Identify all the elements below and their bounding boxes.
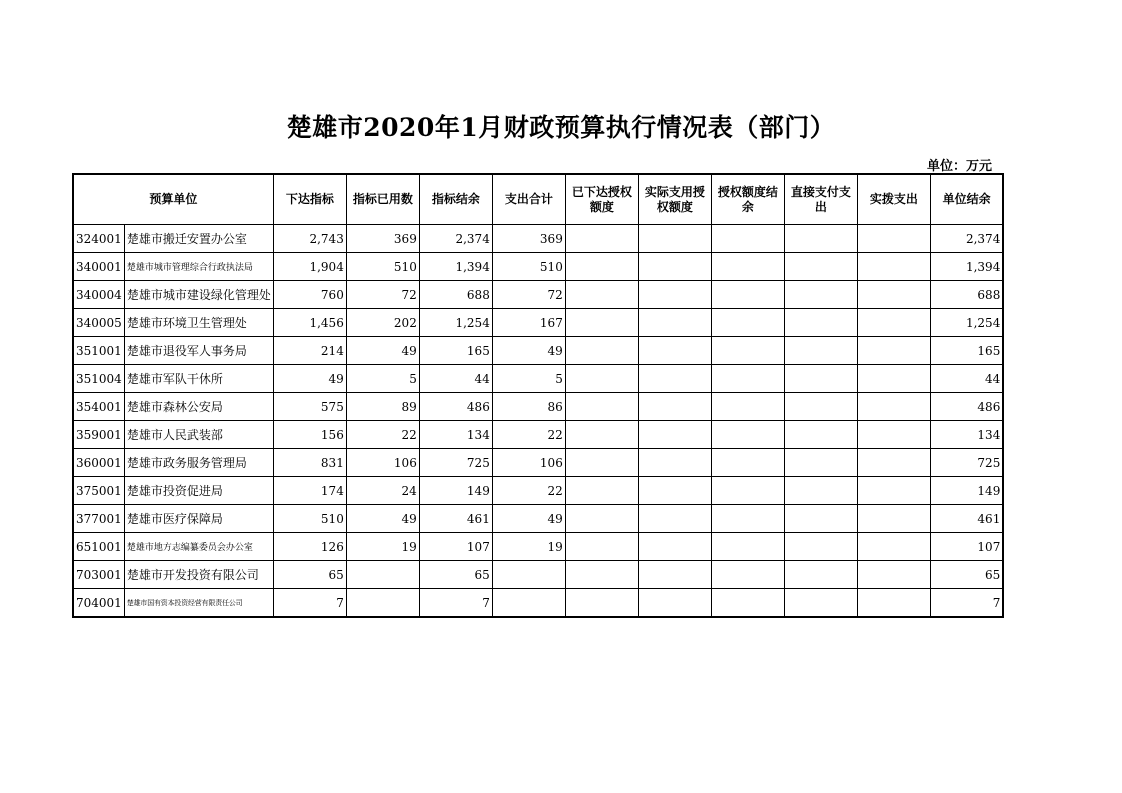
value-cell: 510 bbox=[492, 253, 565, 281]
value-cell bbox=[857, 253, 930, 281]
value-cell: 2,374 bbox=[419, 225, 492, 253]
column-header: 单位结余 bbox=[930, 174, 1003, 225]
value-cell bbox=[711, 449, 784, 477]
column-header: 下达指标 bbox=[273, 174, 346, 225]
value-cell: 49 bbox=[346, 337, 419, 365]
value-cell bbox=[638, 365, 711, 393]
unit-name-cell: 楚雄市退役军人事务局 bbox=[124, 337, 273, 365]
value-cell bbox=[857, 421, 930, 449]
value-cell bbox=[638, 393, 711, 421]
table-row bbox=[73, 225, 1003, 253]
unit-code-cell: 340001 bbox=[73, 253, 124, 281]
value-cell bbox=[857, 589, 930, 618]
value-cell: 214 bbox=[273, 337, 346, 365]
value-cell: 44 bbox=[930, 365, 1003, 393]
value-cell bbox=[565, 533, 638, 561]
unit-code-cell: 340004 bbox=[73, 281, 124, 309]
table-row bbox=[73, 561, 1003, 589]
unit-code-cell: 359001 bbox=[73, 421, 124, 449]
value-cell bbox=[784, 589, 857, 618]
value-cell bbox=[784, 225, 857, 253]
value-cell: 65 bbox=[419, 561, 492, 589]
unit-name-cell: 楚雄市投资促进局 bbox=[124, 477, 273, 505]
column-header: 指标结余 bbox=[419, 174, 492, 225]
value-cell: 2,743 bbox=[273, 225, 346, 253]
value-cell bbox=[857, 477, 930, 505]
value-cell: 22 bbox=[492, 477, 565, 505]
budget-table bbox=[72, 173, 1004, 618]
value-cell bbox=[638, 449, 711, 477]
value-cell: 107 bbox=[930, 533, 1003, 561]
value-cell: 22 bbox=[346, 421, 419, 449]
value-cell bbox=[857, 449, 930, 477]
value-cell bbox=[857, 393, 930, 421]
value-cell bbox=[565, 505, 638, 533]
value-cell bbox=[346, 589, 419, 618]
value-cell bbox=[784, 533, 857, 561]
unit-code-cell: 324001 bbox=[73, 225, 124, 253]
column-header: 预算单位 bbox=[73, 174, 273, 225]
unit-name-cell: 楚雄市国有资本投资经营有限责任公司 bbox=[124, 589, 273, 618]
unit-code-cell: 375001 bbox=[73, 477, 124, 505]
value-cell: 72 bbox=[346, 281, 419, 309]
value-cell bbox=[711, 561, 784, 589]
value-cell bbox=[857, 281, 930, 309]
table-row bbox=[73, 253, 1003, 281]
value-cell bbox=[784, 337, 857, 365]
unit-name-cell: 楚雄市地方志编纂委员会办公室 bbox=[124, 533, 273, 561]
value-cell: 461 bbox=[930, 505, 1003, 533]
unit-name-cell: 楚雄市军队干休所 bbox=[124, 365, 273, 393]
value-cell: 22 bbox=[492, 421, 565, 449]
value-cell bbox=[711, 309, 784, 337]
column-header: 支出合计 bbox=[492, 174, 565, 225]
unit-code-cell: 351001 bbox=[73, 337, 124, 365]
value-cell: 1,904 bbox=[273, 253, 346, 281]
value-cell: 831 bbox=[273, 449, 346, 477]
value-cell bbox=[638, 281, 711, 309]
value-cell bbox=[784, 477, 857, 505]
value-cell: 19 bbox=[492, 533, 565, 561]
value-cell: 167 bbox=[492, 309, 565, 337]
value-cell: 165 bbox=[419, 337, 492, 365]
unit-name-cell: 楚雄市人民武装部 bbox=[124, 421, 273, 449]
value-cell: 126 bbox=[273, 533, 346, 561]
value-cell: 89 bbox=[346, 393, 419, 421]
value-cell bbox=[638, 589, 711, 618]
value-cell: 575 bbox=[273, 393, 346, 421]
unit-code-cell: 340005 bbox=[73, 309, 124, 337]
table-row bbox=[73, 337, 1003, 365]
value-cell bbox=[784, 505, 857, 533]
column-header: 实拨支出 bbox=[857, 174, 930, 225]
value-cell bbox=[346, 561, 419, 589]
value-cell: 174 bbox=[273, 477, 346, 505]
unit-code-cell: 704001 bbox=[73, 589, 124, 618]
value-cell bbox=[638, 477, 711, 505]
value-cell: 72 bbox=[492, 281, 565, 309]
value-cell bbox=[638, 253, 711, 281]
column-header: 指标已用数 bbox=[346, 174, 419, 225]
value-cell bbox=[711, 337, 784, 365]
table-row bbox=[73, 393, 1003, 421]
value-cell bbox=[711, 505, 784, 533]
unit-label: 单位：万元 bbox=[926, 159, 992, 174]
value-cell bbox=[784, 393, 857, 421]
value-cell: 44 bbox=[419, 365, 492, 393]
value-cell: 1,394 bbox=[930, 253, 1003, 281]
value-cell bbox=[565, 449, 638, 477]
value-cell: 688 bbox=[419, 281, 492, 309]
value-cell: 2,374 bbox=[930, 225, 1003, 253]
unit-code-cell: 377001 bbox=[73, 505, 124, 533]
unit-name-cell: 楚雄市环境卫生管理处 bbox=[124, 309, 273, 337]
value-cell: 202 bbox=[346, 309, 419, 337]
table-row bbox=[73, 533, 1003, 561]
value-cell: 106 bbox=[492, 449, 565, 477]
unit-code-cell: 651001 bbox=[73, 533, 124, 561]
value-cell bbox=[638, 421, 711, 449]
table-row bbox=[73, 365, 1003, 393]
table-row bbox=[73, 505, 1003, 533]
page-title: 楚雄市2020年1月财政预算执行情况表（部门） bbox=[286, 113, 836, 142]
value-cell bbox=[711, 253, 784, 281]
table-row bbox=[73, 449, 1003, 477]
table-row bbox=[73, 309, 1003, 337]
value-cell bbox=[565, 281, 638, 309]
value-cell: 1,456 bbox=[273, 309, 346, 337]
value-cell: 7 bbox=[930, 589, 1003, 618]
value-cell: 165 bbox=[930, 337, 1003, 365]
value-cell: 1,394 bbox=[419, 253, 492, 281]
value-cell: 134 bbox=[419, 421, 492, 449]
value-cell: 688 bbox=[930, 281, 1003, 309]
value-cell: 86 bbox=[492, 393, 565, 421]
value-cell bbox=[711, 281, 784, 309]
value-cell: 156 bbox=[273, 421, 346, 449]
value-cell: 106 bbox=[346, 449, 419, 477]
value-cell bbox=[711, 393, 784, 421]
value-cell: 1,254 bbox=[419, 309, 492, 337]
value-cell bbox=[857, 337, 930, 365]
value-cell bbox=[857, 561, 930, 589]
value-cell: 369 bbox=[492, 225, 565, 253]
value-cell bbox=[784, 421, 857, 449]
value-cell: 5 bbox=[346, 365, 419, 393]
value-cell bbox=[565, 309, 638, 337]
unit-name-cell: 楚雄市城市管理综合行政执法局 bbox=[124, 253, 273, 281]
value-cell bbox=[784, 281, 857, 309]
unit-name-cell: 楚雄市政务服务管理局 bbox=[124, 449, 273, 477]
value-cell bbox=[857, 505, 930, 533]
value-cell: 486 bbox=[419, 393, 492, 421]
value-cell: 5 bbox=[492, 365, 565, 393]
value-cell bbox=[565, 561, 638, 589]
value-cell: 149 bbox=[930, 477, 1003, 505]
value-cell bbox=[784, 309, 857, 337]
table-row bbox=[73, 281, 1003, 309]
value-cell: 510 bbox=[346, 253, 419, 281]
value-cell: 7 bbox=[273, 589, 346, 618]
value-cell: 149 bbox=[419, 477, 492, 505]
value-cell bbox=[857, 309, 930, 337]
value-cell: 24 bbox=[346, 477, 419, 505]
value-cell bbox=[565, 365, 638, 393]
value-cell: 461 bbox=[419, 505, 492, 533]
value-cell bbox=[711, 589, 784, 618]
value-cell: 49 bbox=[492, 505, 565, 533]
value-cell: 107 bbox=[419, 533, 492, 561]
unit-name-cell: 楚雄市搬迁安置办公室 bbox=[124, 225, 273, 253]
column-header: 已下达授权额度 bbox=[565, 174, 638, 225]
value-cell bbox=[565, 393, 638, 421]
unit-name-cell: 楚雄市医疗保障局 bbox=[124, 505, 273, 533]
value-cell: 49 bbox=[346, 505, 419, 533]
table-body bbox=[73, 225, 1003, 618]
value-cell bbox=[784, 365, 857, 393]
value-cell: 7 bbox=[419, 589, 492, 618]
table-header-row bbox=[73, 174, 1003, 225]
value-cell: 49 bbox=[492, 337, 565, 365]
value-cell: 65 bbox=[930, 561, 1003, 589]
value-cell bbox=[492, 561, 565, 589]
unit-code-cell: 360001 bbox=[73, 449, 124, 477]
value-cell bbox=[565, 225, 638, 253]
value-cell: 65 bbox=[273, 561, 346, 589]
column-header: 直接支付支出 bbox=[784, 174, 857, 225]
unit-code-cell: 351004 bbox=[73, 365, 124, 393]
value-cell bbox=[711, 225, 784, 253]
value-cell: 49 bbox=[273, 365, 346, 393]
value-cell bbox=[492, 589, 565, 618]
value-cell bbox=[638, 225, 711, 253]
value-cell: 725 bbox=[930, 449, 1003, 477]
unit-name-cell: 楚雄市城市建设绿化管理处 bbox=[124, 281, 273, 309]
value-cell: 486 bbox=[930, 393, 1003, 421]
value-cell bbox=[711, 533, 784, 561]
value-cell bbox=[711, 477, 784, 505]
value-cell bbox=[711, 365, 784, 393]
value-cell bbox=[565, 589, 638, 618]
value-cell: 1,254 bbox=[930, 309, 1003, 337]
value-cell: 134 bbox=[930, 421, 1003, 449]
value-cell: 510 bbox=[273, 505, 346, 533]
value-cell: 725 bbox=[419, 449, 492, 477]
column-header: 授权额度结余 bbox=[711, 174, 784, 225]
value-cell bbox=[638, 561, 711, 589]
table-row bbox=[73, 589, 1003, 618]
value-cell: 19 bbox=[346, 533, 419, 561]
unit-code-cell: 354001 bbox=[73, 393, 124, 421]
unit-name-cell: 楚雄市开发投资有限公司 bbox=[124, 561, 273, 589]
value-cell bbox=[784, 449, 857, 477]
value-cell bbox=[565, 253, 638, 281]
unit-name-cell: 楚雄市森林公安局 bbox=[124, 393, 273, 421]
value-cell bbox=[638, 505, 711, 533]
value-cell bbox=[565, 337, 638, 365]
value-cell bbox=[784, 253, 857, 281]
value-cell bbox=[857, 225, 930, 253]
table-row bbox=[73, 477, 1003, 505]
table-row bbox=[73, 421, 1003, 449]
column-header: 实际支用授权额度 bbox=[638, 174, 711, 225]
value-cell bbox=[784, 561, 857, 589]
unit-code-cell: 703001 bbox=[73, 561, 124, 589]
value-cell bbox=[711, 421, 784, 449]
value-cell bbox=[857, 365, 930, 393]
value-cell bbox=[638, 337, 711, 365]
value-cell bbox=[565, 421, 638, 449]
value-cell bbox=[638, 533, 711, 561]
value-cell bbox=[565, 477, 638, 505]
value-cell: 760 bbox=[273, 281, 346, 309]
value-cell: 369 bbox=[346, 225, 419, 253]
value-cell bbox=[638, 309, 711, 337]
value-cell bbox=[857, 533, 930, 561]
